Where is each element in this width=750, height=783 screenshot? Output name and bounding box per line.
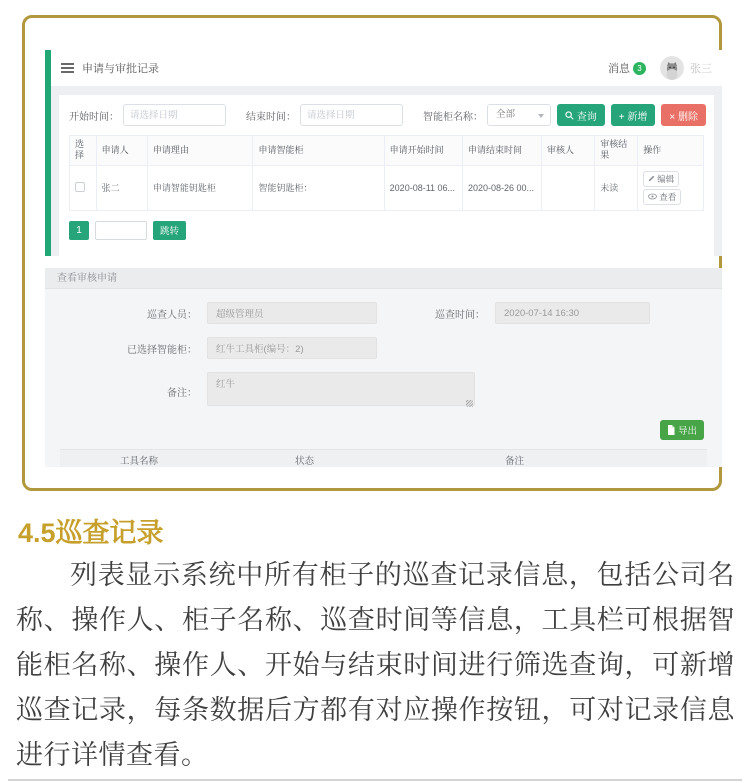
inspector-input[interactable]	[207, 302, 377, 324]
panel-title: 查看审核申请	[45, 268, 722, 289]
section-heading: 4.5巡查记录	[18, 518, 164, 548]
remark-label: 备注：	[167, 388, 197, 399]
end-time-label: 结束时间：	[246, 111, 296, 123]
magnifier-icon	[565, 111, 574, 120]
page-title: 申请与审批记录	[82, 63, 159, 75]
table-row	[70, 165, 704, 210]
col-actions: 操作	[638, 136, 704, 166]
inspect-time-input[interactable]	[495, 302, 650, 324]
search-button[interactable]: 查询	[557, 104, 605, 126]
resize-handle-icon[interactable]	[466, 400, 473, 407]
selected-cabinet-label: 已选择智能柜：	[127, 344, 197, 356]
bottom-divider	[8, 779, 742, 781]
page-1-button[interactable]: 1	[69, 221, 89, 240]
user-avatar[interactable]	[660, 56, 684, 80]
view-button[interactable]: 查看	[643, 189, 681, 205]
start-time-input[interactable]	[123, 104, 226, 126]
cell-start-time: 2020-08-11 06...	[384, 165, 462, 210]
pagination	[69, 221, 704, 240]
username-label[interactable]: 张三	[690, 63, 712, 75]
hamburger-menu-icon[interactable]	[61, 61, 74, 75]
cell-result: 未读	[595, 165, 638, 210]
col-cabinet: 申请智能柜	[253, 136, 384, 166]
export-button[interactable]: 导出	[660, 420, 704, 440]
remark-textarea[interactable]	[207, 372, 475, 406]
table-header-row	[70, 136, 704, 166]
plus-icon: + 新增	[618, 111, 648, 123]
col-select: 选择	[70, 136, 97, 166]
cell-end-time: 2020-08-26 00...	[462, 165, 541, 210]
x-icon: × 删除	[669, 111, 698, 123]
inspect-time-label: 巡查时间：	[435, 309, 485, 321]
list-card	[59, 95, 714, 256]
cat-avatar-icon	[660, 56, 684, 80]
page-jump-button[interactable]: 跳转	[153, 221, 186, 240]
tool-table-header	[60, 449, 707, 467]
selected-cabinet-row	[45, 337, 722, 359]
eye-icon	[648, 193, 657, 200]
messages-link[interactable]: 消息	[608, 63, 630, 75]
screenshot-review-panel	[45, 268, 722, 467]
cabinet-name-label: 智能柜名称：	[423, 111, 483, 123]
col-applicant: 申请人	[96, 136, 147, 166]
col-result: 审核结果	[595, 136, 638, 166]
section-paragraph: 列表显示系统中所有柜子的巡查记录信息，包括公司名称、操作人、柜子名称、巡查时间等信息，工具栏可根据智能柜名称、操作人、开始与结束时间进行筛选查询，可新增巡查记录，每条数据后方都有对应操作按钮，可对记录信息进行详情查看。	[16, 560, 735, 770]
selected-cabinet-input[interactable]	[207, 337, 377, 359]
start-time-label: 开始时间：	[69, 111, 119, 123]
cell-applicant: 张二	[96, 165, 147, 210]
cabinet-select[interactable]	[487, 104, 551, 126]
tool-name-header: 工具名称	[120, 455, 159, 467]
row-checkbox[interactable]	[75, 182, 85, 192]
add-button[interactable]	[611, 104, 656, 126]
cabinet-select-value: 全部	[496, 109, 516, 120]
screenshot-approval-list	[45, 50, 722, 256]
app-header	[51, 50, 722, 86]
tool-status-header: 状态	[295, 455, 315, 467]
cell-cabinet: 智能钥匙柜：	[253, 165, 384, 210]
col-end-time: 申请结束时间	[462, 136, 541, 166]
pencil-icon	[648, 175, 655, 182]
inspector-label: 巡查人员：	[147, 309, 197, 321]
edit-button[interactable]: 编辑	[643, 171, 679, 187]
col-reviewer: 审核人	[541, 136, 594, 166]
cell-reviewer	[541, 165, 594, 210]
remark-row	[45, 372, 722, 411]
cell-reason: 申请智能钥匙柜	[147, 165, 253, 210]
file-icon	[667, 425, 675, 435]
end-time-input[interactable]	[300, 104, 403, 126]
filter-toolbar	[59, 95, 714, 135]
page-jump-input[interactable]	[95, 221, 147, 240]
col-start-time: 申请开始时间	[384, 136, 462, 166]
delete-button[interactable]	[661, 104, 706, 126]
col-reason: 申请理由	[147, 136, 253, 166]
chevron-down-icon	[538, 114, 544, 118]
messages-count-badge: 3	[633, 62, 646, 75]
inspector-row	[45, 302, 722, 324]
approval-table	[69, 135, 704, 211]
tool-remark-header: 备注	[505, 455, 525, 467]
